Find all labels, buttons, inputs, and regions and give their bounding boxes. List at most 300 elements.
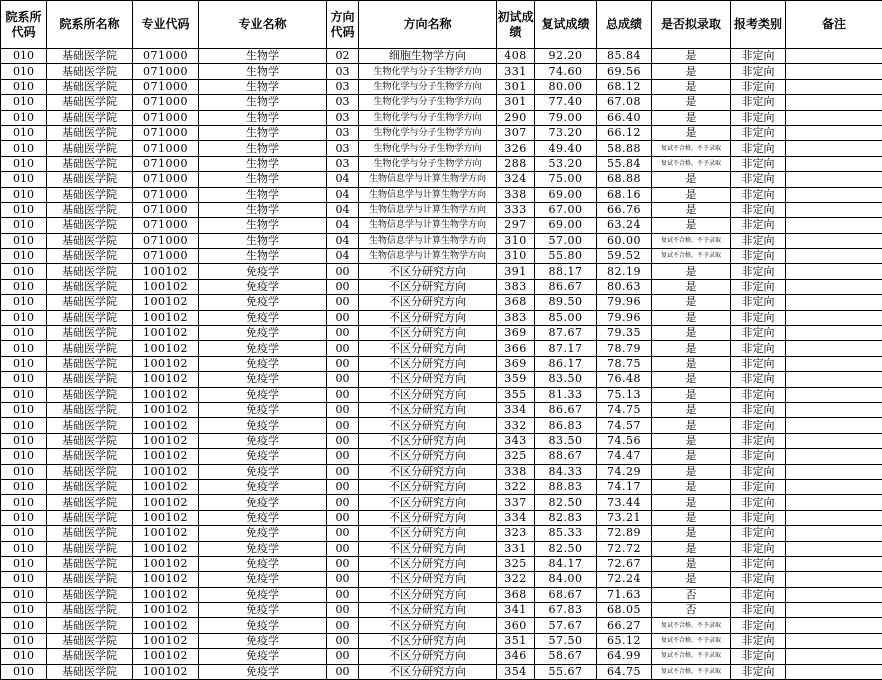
cell-retest-score: 86.67 [535, 402, 597, 417]
cell-dept-code: 010 [1, 172, 47, 187]
header-dept-code: 院系所代码 [1, 1, 47, 49]
cell-major-name: 免疫学 [199, 372, 327, 387]
cell-major-code: 100102 [133, 387, 199, 402]
cell-dept-name: 基础医学院 [47, 495, 133, 510]
table-row [1, 387, 882, 402]
cell-major-code: 100102 [133, 556, 199, 571]
cell-major-code: 071000 [133, 187, 199, 202]
cell-dept-name: 基础医学院 [47, 356, 133, 371]
cell-direction-name: 不区分研究方向 [359, 372, 497, 387]
cell-retest-score: 84.33 [535, 464, 597, 479]
cell-dept-name: 基础医学院 [47, 526, 133, 541]
cell-direction-name: 不区分研究方向 [359, 310, 497, 325]
cell-direction-name: 不区分研究方向 [359, 603, 497, 618]
cell-category: 非定向 [731, 156, 786, 171]
cell-retest-score: 57.00 [535, 233, 597, 248]
cell-initial-score: 325 [497, 449, 535, 464]
cell-admission: 是 [652, 356, 731, 371]
cell-dept-code: 010 [1, 402, 47, 417]
cell-admission: 是 [652, 341, 731, 356]
cell-major-name: 免疫学 [199, 341, 327, 356]
cell-dept-name: 基础医学院 [47, 603, 133, 618]
cell-direction-code: 00 [327, 556, 359, 571]
cell-total-score: 72.72 [597, 541, 652, 556]
cell-category: 非定向 [731, 279, 786, 294]
cell-retest-score: 53.20 [535, 156, 597, 171]
cell-retest-score: 67.00 [535, 202, 597, 217]
cell-dept-name: 基础医学院 [47, 233, 133, 248]
cell-dept-name: 基础医学院 [47, 249, 133, 264]
table-row [1, 49, 882, 64]
cell-direction-code: 03 [327, 125, 359, 140]
cell-direction-name: 不区分研究方向 [359, 526, 497, 541]
cell-remarks [786, 95, 882, 110]
cell-admission: 是 [652, 572, 731, 587]
cell-admission: 是 [652, 464, 731, 479]
cell-major-code: 071000 [133, 233, 199, 248]
table-row [1, 464, 882, 479]
cell-retest-score: 67.83 [535, 603, 597, 618]
cell-major-code: 071000 [133, 49, 199, 64]
cell-initial-score: 334 [497, 510, 535, 525]
cell-admission: 是 [652, 64, 731, 79]
cell-initial-score: 366 [497, 341, 535, 356]
cell-dept-code: 010 [1, 156, 47, 171]
cell-dept-name: 基础医学院 [47, 172, 133, 187]
cell-dept-code: 010 [1, 510, 47, 525]
cell-direction-name: 不区分研究方向 [359, 633, 497, 648]
cell-direction-name: 生物化学与分子生物学方向 [359, 156, 497, 171]
cell-retest-score: 82.50 [535, 495, 597, 510]
cell-category: 非定向 [731, 433, 786, 448]
cell-total-score: 60.00 [597, 233, 652, 248]
table-row [1, 664, 882, 679]
cell-initial-score: 310 [497, 233, 535, 248]
table-row [1, 341, 882, 356]
cell-total-score: 66.12 [597, 125, 652, 140]
cell-major-code: 071000 [133, 172, 199, 187]
cell-dept-name: 基础医学院 [47, 79, 133, 94]
cell-admission: 是 [652, 110, 731, 125]
cell-initial-score: 331 [497, 541, 535, 556]
cell-initial-score: 310 [497, 249, 535, 264]
cell-dept-code: 010 [1, 310, 47, 325]
table-row [1, 541, 882, 556]
cell-initial-score: 324 [497, 172, 535, 187]
cell-dept-code: 010 [1, 664, 47, 679]
header-direction-code: 方向代码 [327, 1, 359, 49]
cell-admission: 是 [652, 418, 731, 433]
cell-dept-name: 基础医学院 [47, 64, 133, 79]
cell-initial-score: 369 [497, 326, 535, 341]
cell-dept-code: 010 [1, 95, 47, 110]
table-row [1, 264, 882, 279]
cell-total-score: 79.35 [597, 326, 652, 341]
cell-total-score: 74.17 [597, 479, 652, 494]
cell-remarks [786, 79, 882, 94]
table-row [1, 603, 882, 618]
cell-major-code: 071000 [133, 125, 199, 140]
cell-retest-score: 88.83 [535, 479, 597, 494]
cell-total-score: 82.19 [597, 264, 652, 279]
cell-direction-code: 04 [327, 218, 359, 233]
cell-retest-score: 68.67 [535, 587, 597, 602]
cell-retest-score: 83.50 [535, 372, 597, 387]
cell-direction-code: 03 [327, 156, 359, 171]
cell-admission: 否 [652, 587, 731, 602]
cell-direction-name: 生物信息学与计算生物学方向 [359, 172, 497, 187]
cell-initial-score: 322 [497, 572, 535, 587]
cell-total-score: 74.47 [597, 449, 652, 464]
cell-dept-code: 010 [1, 202, 47, 217]
cell-initial-score: 301 [497, 79, 535, 94]
cell-direction-name: 不区分研究方向 [359, 510, 497, 525]
cell-direction-code: 00 [327, 479, 359, 494]
cell-dept-name: 基础医学院 [47, 264, 133, 279]
cell-dept-name: 基础医学院 [47, 125, 133, 140]
table-row [1, 310, 882, 325]
cell-retest-score: 69.00 [535, 187, 597, 202]
header-direction-name: 方向名称 [359, 1, 497, 49]
cell-direction-code: 00 [327, 264, 359, 279]
cell-major-code: 100102 [133, 372, 199, 387]
cell-major-name: 免疫学 [199, 633, 327, 648]
cell-initial-score: 383 [497, 279, 535, 294]
cell-remarks [786, 495, 882, 510]
cell-initial-score: 360 [497, 618, 535, 633]
cell-retest-score: 69.00 [535, 218, 597, 233]
cell-major-name: 免疫学 [199, 264, 327, 279]
table-row [1, 356, 882, 371]
cell-direction-code: 00 [327, 449, 359, 464]
cell-dept-name: 基础医学院 [47, 556, 133, 571]
cell-remarks [786, 233, 882, 248]
cell-remarks [786, 125, 882, 140]
cell-total-score: 79.96 [597, 310, 652, 325]
cell-dept-code: 010 [1, 464, 47, 479]
cell-remarks [786, 387, 882, 402]
cell-major-name: 生物学 [199, 141, 327, 156]
cell-category: 非定向 [731, 295, 786, 310]
cell-admission: 是 [652, 433, 731, 448]
cell-dept-code: 010 [1, 633, 47, 648]
cell-major-code: 100102 [133, 649, 199, 664]
cell-major-name: 免疫学 [199, 556, 327, 571]
table-row [1, 141, 882, 156]
cell-initial-score: 332 [497, 418, 535, 433]
cell-major-code: 071000 [133, 202, 199, 217]
cell-remarks [786, 372, 882, 387]
cell-direction-code: 00 [327, 387, 359, 402]
cell-initial-score: 338 [497, 464, 535, 479]
cell-dept-name: 基础医学院 [47, 664, 133, 679]
cell-category: 非定向 [731, 618, 786, 633]
cell-admission: 是 [652, 387, 731, 402]
cell-remarks [786, 49, 882, 64]
cell-initial-score: 343 [497, 433, 535, 448]
cell-dept-code: 010 [1, 418, 47, 433]
cell-initial-score: 331 [497, 64, 535, 79]
cell-direction-code: 03 [327, 79, 359, 94]
cell-direction-name: 不区分研究方向 [359, 387, 497, 402]
cell-dept-code: 010 [1, 618, 47, 633]
cell-direction-code: 00 [327, 402, 359, 417]
cell-direction-code: 00 [327, 633, 359, 648]
cell-direction-name: 不区分研究方向 [359, 618, 497, 633]
cell-remarks [786, 156, 882, 171]
cell-direction-code: 00 [327, 510, 359, 525]
cell-major-code: 100102 [133, 618, 199, 633]
cell-remarks [786, 64, 882, 79]
cell-retest-score: 89.50 [535, 295, 597, 310]
cell-total-score: 59.52 [597, 249, 652, 264]
cell-admission: 是 [652, 479, 731, 494]
cell-dept-name: 基础医学院 [47, 279, 133, 294]
cell-major-name: 免疫学 [199, 326, 327, 341]
cell-initial-score: 334 [497, 402, 535, 417]
cell-total-score: 68.12 [597, 79, 652, 94]
cell-category: 非定向 [731, 495, 786, 510]
cell-direction-name: 不区分研究方向 [359, 464, 497, 479]
cell-total-score: 85.84 [597, 49, 652, 64]
cell-direction-name: 生物信息学与计算生物学方向 [359, 202, 497, 217]
cell-category: 非定向 [731, 141, 786, 156]
cell-major-code: 100102 [133, 526, 199, 541]
cell-total-score: 58.88 [597, 141, 652, 156]
cell-dept-name: 基础医学院 [47, 218, 133, 233]
cell-major-code: 100102 [133, 310, 199, 325]
cell-major-code: 100102 [133, 418, 199, 433]
cell-retest-score: 88.17 [535, 264, 597, 279]
cell-direction-code: 00 [327, 433, 359, 448]
cell-major-name: 免疫学 [199, 279, 327, 294]
cell-remarks [786, 556, 882, 571]
cell-retest-score: 86.17 [535, 356, 597, 371]
cell-major-name: 免疫学 [199, 356, 327, 371]
cell-admission: 是 [652, 125, 731, 140]
cell-dept-code: 010 [1, 541, 47, 556]
cell-dept-code: 010 [1, 433, 47, 448]
cell-dept-code: 010 [1, 110, 47, 125]
cell-major-code: 071000 [133, 218, 199, 233]
cell-remarks [786, 603, 882, 618]
cell-direction-code: 00 [327, 572, 359, 587]
cell-major-code: 100102 [133, 464, 199, 479]
cell-remarks [786, 402, 882, 417]
cell-dept-code: 010 [1, 495, 47, 510]
cell-major-code: 071000 [133, 95, 199, 110]
cell-initial-score: 297 [497, 218, 535, 233]
cell-major-name: 生物学 [199, 79, 327, 94]
cell-dept-code: 010 [1, 218, 47, 233]
cell-initial-score: 338 [497, 187, 535, 202]
cell-remarks [786, 449, 882, 464]
cell-category: 非定向 [731, 587, 786, 602]
cell-retest-score: 81.33 [535, 387, 597, 402]
cell-remarks [786, 187, 882, 202]
cell-initial-score: 354 [497, 664, 535, 679]
cell-initial-score: 346 [497, 649, 535, 664]
header-total-score: 总成绩 [597, 1, 652, 49]
cell-direction-code: 00 [327, 372, 359, 387]
cell-dept-name: 基础医学院 [47, 141, 133, 156]
table-row [1, 526, 882, 541]
cell-major-code: 100102 [133, 341, 199, 356]
cell-admission: 复试不合格，不予录取 [652, 618, 731, 633]
cell-admission: 复试不合格，不予录取 [652, 233, 731, 248]
cell-remarks [786, 295, 882, 310]
table-row [1, 587, 882, 602]
cell-dept-code: 010 [1, 449, 47, 464]
cell-dept-code: 010 [1, 479, 47, 494]
cell-category: 非定向 [731, 541, 786, 556]
cell-major-code: 100102 [133, 664, 199, 679]
cell-admission: 复试不合格，不予录取 [652, 633, 731, 648]
cell-category: 非定向 [731, 387, 786, 402]
cell-category: 非定向 [731, 79, 786, 94]
cell-total-score: 72.89 [597, 526, 652, 541]
cell-dept-code: 010 [1, 264, 47, 279]
cell-total-score: 55.84 [597, 156, 652, 171]
table-row [1, 649, 882, 664]
cell-remarks [786, 618, 882, 633]
cell-retest-score: 88.67 [535, 449, 597, 464]
cell-major-name: 免疫学 [199, 418, 327, 433]
cell-admission: 是 [652, 372, 731, 387]
cell-total-score: 64.99 [597, 649, 652, 664]
table-row [1, 433, 882, 448]
cell-remarks [786, 141, 882, 156]
cell-remarks [786, 510, 882, 525]
cell-remarks [786, 264, 882, 279]
cell-direction-code: 00 [327, 649, 359, 664]
cell-admission: 复试不合格，不予录取 [652, 156, 731, 171]
cell-retest-score: 86.67 [535, 279, 597, 294]
cell-dept-code: 010 [1, 356, 47, 371]
table-row [1, 633, 882, 648]
cell-direction-code: 00 [327, 664, 359, 679]
cell-dept-name: 基础医学院 [47, 202, 133, 217]
cell-direction-name: 生物信息学与计算生物学方向 [359, 233, 497, 248]
cell-dept-code: 010 [1, 526, 47, 541]
cell-direction-name: 生物信息学与计算生物学方向 [359, 218, 497, 233]
cell-dept-name: 基础医学院 [47, 341, 133, 356]
table-row [1, 249, 882, 264]
cell-admission: 否 [652, 603, 731, 618]
cell-dept-code: 010 [1, 233, 47, 248]
cell-total-score: 71.63 [597, 587, 652, 602]
cell-dept-code: 010 [1, 649, 47, 664]
table-row [1, 326, 882, 341]
cell-admission: 是 [652, 326, 731, 341]
cell-direction-code: 00 [327, 495, 359, 510]
table-row [1, 187, 882, 202]
cell-dept-name: 基础医学院 [47, 387, 133, 402]
cell-initial-score: 337 [497, 495, 535, 510]
cell-direction-code: 00 [327, 618, 359, 633]
cell-initial-score: 322 [497, 479, 535, 494]
cell-major-name: 免疫学 [199, 572, 327, 587]
cell-major-name: 生物学 [199, 64, 327, 79]
cell-initial-score: 326 [497, 141, 535, 156]
cell-initial-score: 368 [497, 587, 535, 602]
cell-direction-name: 生物化学与分子生物学方向 [359, 141, 497, 156]
cell-major-code: 100102 [133, 541, 199, 556]
table-row [1, 372, 882, 387]
cell-major-code: 100102 [133, 402, 199, 417]
cell-total-score: 80.63 [597, 279, 652, 294]
cell-dept-name: 基础医学院 [47, 187, 133, 202]
cell-major-name: 免疫学 [199, 587, 327, 602]
cell-major-code: 071000 [133, 64, 199, 79]
cell-dept-code: 010 [1, 572, 47, 587]
table-row [1, 295, 882, 310]
table-row [1, 95, 882, 110]
cell-initial-score: 288 [497, 156, 535, 171]
cell-category: 非定向 [731, 95, 786, 110]
cell-retest-score: 55.67 [535, 664, 597, 679]
cell-direction-name: 不区分研究方向 [359, 587, 497, 602]
cell-major-name: 生物学 [199, 233, 327, 248]
cell-major-code: 071000 [133, 79, 199, 94]
cell-retest-score: 86.83 [535, 418, 597, 433]
cell-total-score: 74.29 [597, 464, 652, 479]
cell-direction-name: 不区分研究方向 [359, 495, 497, 510]
cell-direction-code: 04 [327, 202, 359, 217]
cell-direction-name: 生物化学与分子生物学方向 [359, 110, 497, 125]
cell-direction-name: 不区分研究方向 [359, 341, 497, 356]
cell-admission: 复试不合格，不予录取 [652, 141, 731, 156]
cell-direction-name: 不区分研究方向 [359, 418, 497, 433]
cell-major-code: 100102 [133, 264, 199, 279]
cell-dept-code: 010 [1, 372, 47, 387]
cell-direction-name: 细胞生物学方向 [359, 49, 497, 64]
cell-dept-name: 基础医学院 [47, 402, 133, 417]
cell-dept-name: 基础医学院 [47, 510, 133, 525]
cell-dept-name: 基础医学院 [47, 326, 133, 341]
cell-remarks [786, 279, 882, 294]
cell-category: 非定向 [731, 356, 786, 371]
cell-major-name: 免疫学 [199, 603, 327, 618]
cell-major-name: 免疫学 [199, 310, 327, 325]
cell-remarks [786, 479, 882, 494]
cell-major-name: 免疫学 [199, 664, 327, 679]
table-body [1, 49, 882, 680]
cell-major-code: 100102 [133, 279, 199, 294]
cell-total-score: 76.48 [597, 372, 652, 387]
cell-direction-code: 00 [327, 464, 359, 479]
cell-dept-code: 010 [1, 187, 47, 202]
cell-retest-score: 85.00 [535, 310, 597, 325]
cell-direction-code: 04 [327, 249, 359, 264]
cell-remarks [786, 341, 882, 356]
cell-remarks [786, 310, 882, 325]
cell-total-score: 72.67 [597, 556, 652, 571]
cell-retest-score: 55.80 [535, 249, 597, 264]
cell-direction-name: 生物信息学与计算生物学方向 [359, 187, 497, 202]
table-row [1, 495, 882, 510]
cell-dept-name: 基础医学院 [47, 618, 133, 633]
cell-admission: 是 [652, 295, 731, 310]
cell-total-score: 66.27 [597, 618, 652, 633]
cell-admission: 复试不合格，不予录取 [652, 249, 731, 264]
cell-direction-name: 不区分研究方向 [359, 664, 497, 679]
cell-initial-score: 351 [497, 633, 535, 648]
cell-admission: 复试不合格，不予录取 [652, 649, 731, 664]
cell-major-code: 071000 [133, 141, 199, 156]
cell-admission: 是 [652, 279, 731, 294]
cell-major-code: 100102 [133, 449, 199, 464]
